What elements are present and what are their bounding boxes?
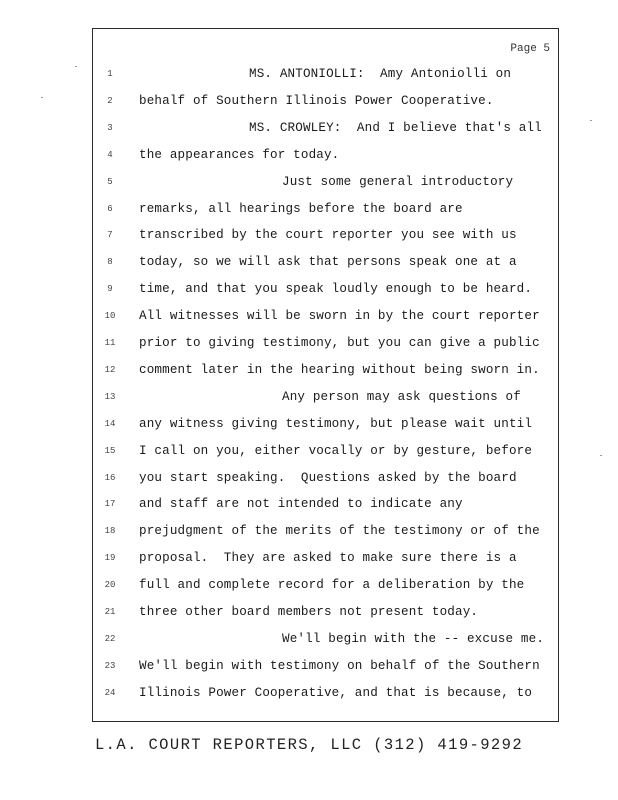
transcript-line <box>93 146 558 172</box>
transcript-line <box>93 92 558 118</box>
line-number: 18 <box>104 526 116 537</box>
line-number: 11 <box>104 338 116 348</box>
transcript-line <box>93 657 558 683</box>
line-text: prejudgment of the merits of the testimony or of the <box>139 524 540 539</box>
line-text: time, and that you speak loudly enough to be heard. <box>139 282 533 297</box>
line-number: 10 <box>104 311 116 322</box>
transcript-line <box>93 361 558 387</box>
line-number: 23 <box>104 660 116 671</box>
transcript-page <box>92 28 559 722</box>
line-text: Just some general introductory <box>282 174 514 189</box>
transcript-line <box>93 388 558 414</box>
line-text: I call on you, either vocally or by gesture, before <box>139 443 533 458</box>
line-number: 21 <box>104 607 116 617</box>
transcript-line <box>93 280 558 306</box>
court-reporter-footer: L.A. COURT REPORTERS, LLC (312) 419-9292 <box>94 736 524 754</box>
transcript-line <box>93 253 558 279</box>
line-number: 15 <box>104 445 116 456</box>
line-text: Illinois Power Cooperative, and that is because, to <box>139 685 533 700</box>
line-number: 3 <box>107 122 113 133</box>
scan-speck <box>590 120 592 121</box>
transcript-line <box>93 200 558 226</box>
line-text: any witness giving testimony, but please wait until <box>139 416 533 431</box>
transcript-line <box>93 65 558 91</box>
line-text: and staff are not intended to indicate any <box>139 497 463 512</box>
line-number: 5 <box>107 176 113 187</box>
line-text: proposal. They are asked to make sure there is a <box>139 551 517 566</box>
transcript-line <box>93 495 558 521</box>
line-number: 17 <box>104 499 116 510</box>
line-number: 19 <box>104 553 116 564</box>
line-text: We'll begin with the -- excuse me. <box>282 631 545 646</box>
page-number: Page 5 <box>510 43 550 55</box>
scan-speck <box>41 97 43 98</box>
transcript-line <box>93 334 558 360</box>
line-text: All witnesses will be sworn in by the court reporter <box>139 309 540 324</box>
line-number: 8 <box>107 257 113 268</box>
transcript-line <box>93 684 558 710</box>
line-number: 16 <box>104 472 116 483</box>
line-text: remarks, all hearings before the board are <box>139 201 463 216</box>
line-text: transcribed by the court reporter you see with us <box>139 228 517 243</box>
line-number: 14 <box>104 418 116 429</box>
line-text: you start speaking. Questions asked by the board <box>139 470 517 485</box>
line-number: 4 <box>107 149 113 160</box>
line-text: MS. ANTONIOLLI: Amy Antoniolli on <box>249 67 512 81</box>
line-number: 9 <box>107 284 113 295</box>
scan-speck <box>75 66 77 67</box>
transcript-line <box>93 576 558 602</box>
transcript-line <box>93 522 558 548</box>
line-number: 6 <box>107 203 113 214</box>
line-number: 22 <box>104 633 116 644</box>
line-number: 1 <box>107 69 113 79</box>
transcript-line <box>93 415 558 441</box>
line-text: full and complete record for a deliberation by the <box>139 578 525 593</box>
transcript-line <box>93 469 558 495</box>
line-number: 13 <box>104 391 116 402</box>
line-number: 24 <box>104 687 116 698</box>
transcript-line <box>93 226 558 252</box>
line-text: the appearances for today. <box>139 147 340 162</box>
line-text: comment later in the hearing without being sworn in. <box>139 362 540 377</box>
line-number: 2 <box>107 95 113 106</box>
line-number: 20 <box>104 580 116 591</box>
line-number: 12 <box>104 364 116 375</box>
transcript-line <box>93 603 558 629</box>
transcript-line <box>93 119 558 145</box>
line-text: today, so we will ask that persons speak one at a <box>139 255 517 270</box>
line-text: behalf of Southern Illinois Power Cooperative. <box>139 93 494 108</box>
scan-speck <box>600 455 602 456</box>
line-text: three other board members not present today. <box>139 605 479 619</box>
transcript-line <box>93 173 558 199</box>
transcript-line <box>93 442 558 468</box>
line-text: prior to giving testimony, but you can give a public <box>139 336 540 350</box>
line-text: Any person may ask questions of <box>282 389 521 404</box>
transcript-line <box>93 307 558 333</box>
line-number: 7 <box>107 230 113 241</box>
line-text: We'll begin with testimony on behalf of the Southern <box>139 658 540 673</box>
line-text: MS. CROWLEY: And I believe that's all <box>249 120 542 135</box>
transcript-line <box>93 630 558 656</box>
transcript-line <box>93 549 558 575</box>
